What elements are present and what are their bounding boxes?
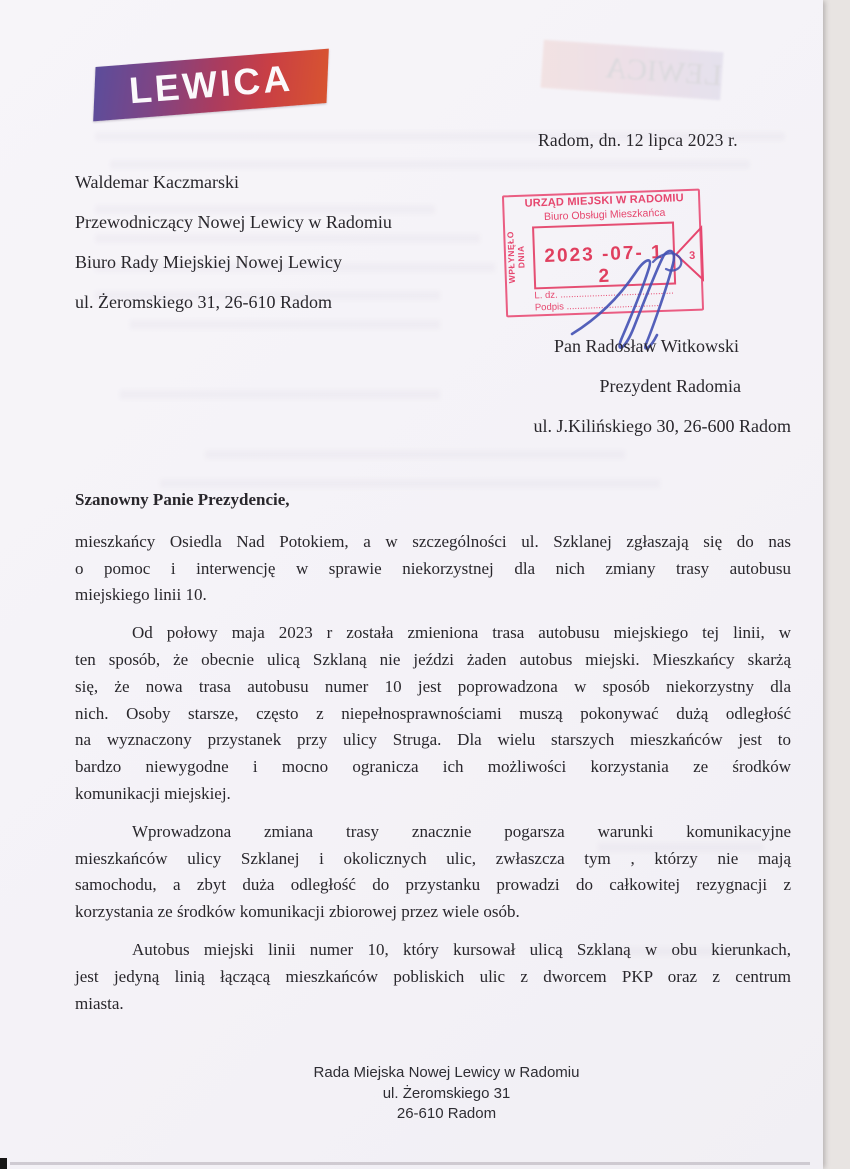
scan-corner-mark: [0, 1158, 7, 1169]
stamp-department: Biuro Obsługi Mieszkańca: [543, 206, 666, 224]
stamp-received-label: WPŁYNĘŁO DNIA: [505, 230, 527, 284]
sender-title: Przewodniczący Nowej Lewicy w Radomiu: [75, 212, 392, 232]
date-line: Radom, dn. 12 lipca 2023 r.: [538, 130, 738, 150]
bleedthrough-artifact: [120, 390, 440, 399]
sender-office: Biuro Rady Miejskiej Nowej Lewicy: [75, 252, 342, 272]
bleedthrough-logo-text: LEWICA: [604, 51, 723, 93]
scan-edge-line: [10, 1162, 810, 1165]
svg-text:3: 3: [688, 249, 696, 262]
paragraph-4: Autobus miejski linii numer 10, który kursował ulicą Szklaną w obu kierunkach, jest jedyną linią łączącą mieszkańców pobliskich ulic z dworcem PKP oraz z centrum miasta.: [75, 939, 791, 1013]
lewica-logo: [93, 49, 329, 122]
recipient-name: Pan Radosław Witkowski: [554, 336, 739, 356]
lewica-logo-text: LEWICA: [127, 57, 295, 112]
footer-address-block: [0, 1063, 823, 1125]
paragraph-2: Od połowy maja 2023 r została zmieniona trasa autobusu miejskiego tej linii, w ten sposób, że obecnie ulicą Szklaną nie jeździ żaden autobus miejski. Mieszkańcy skarżą się, że nowa trasa autobusu numer 10 jest poprowadzona w sposób niekorzystny dla nich. Osoby starsze, często z niepełnosprawnościami muszą pokonywać dużą odległość na wyznaczony przystanek przy ulicy Struga. Dla wielu starszych mieszkańców jest to bardzo niewygodne i mocno ogranicza ich możliwości korzystania ze środków komunikacji miejskiej.: [75, 623, 791, 803]
sender-block: [75, 172, 392, 332]
recipient-block: [420, 336, 791, 456]
stamp-signature-label: Podpis ....................................: [534, 297, 662, 314]
stamp-date: 2023 -07- 1 2: [544, 241, 664, 288]
stamp-office-name: URZĄD MIEJSKI W RADOMIU: [524, 192, 684, 210]
recipient-title: Prezydent Radomia: [599, 376, 741, 396]
recipient-address: ul. J.Kilińskiego 30, 26-600 Radom: [533, 416, 791, 436]
paragraph-1: mieszkańcy Osiedla Nad Potokiem, a w szczególności ul. Szklanej zgłaszają się do nas o pomoc i interwencję w sprawie niekorzystnej dla nich zmiany trasy autobusu miejskiego linii 10.: [75, 531, 791, 605]
stamp-ref-number-label: L. dz. ...........................................: [534, 285, 674, 302]
bleedthrough-artifact: [110, 160, 750, 169]
footer-org: Rada Miejska Nowej Lewicy w Radomiu: [313, 1064, 580, 1081]
letter-body: [75, 487, 791, 1028]
paragraph-3: Wprowadzona zmiana trasy znacznie pogarsza warunki komunikacyjne mieszkańców ulicy Szklanej i okolicznych ulic, zwłaszcza tym , którzy nie mają samochodu, a zbyt duża odległość do przystanku prowadzi do całkowitej rezygnacji z korzystania ze środków komunikacji zbiorowej przez wiele osób.: [75, 821, 791, 922]
salutation: Szanowny Panie Prezydencie,: [75, 490, 290, 509]
sender-name: Waldemar Kaczmarski: [75, 172, 239, 192]
bleedthrough-logo: [541, 40, 724, 100]
footer-street: ul. Żeromskiego 31: [382, 1084, 511, 1102]
sender-address: ul. Żeromskiego 31, 26-610 Radom: [75, 292, 332, 312]
footer-city: 26-610 Radom: [396, 1105, 497, 1122]
